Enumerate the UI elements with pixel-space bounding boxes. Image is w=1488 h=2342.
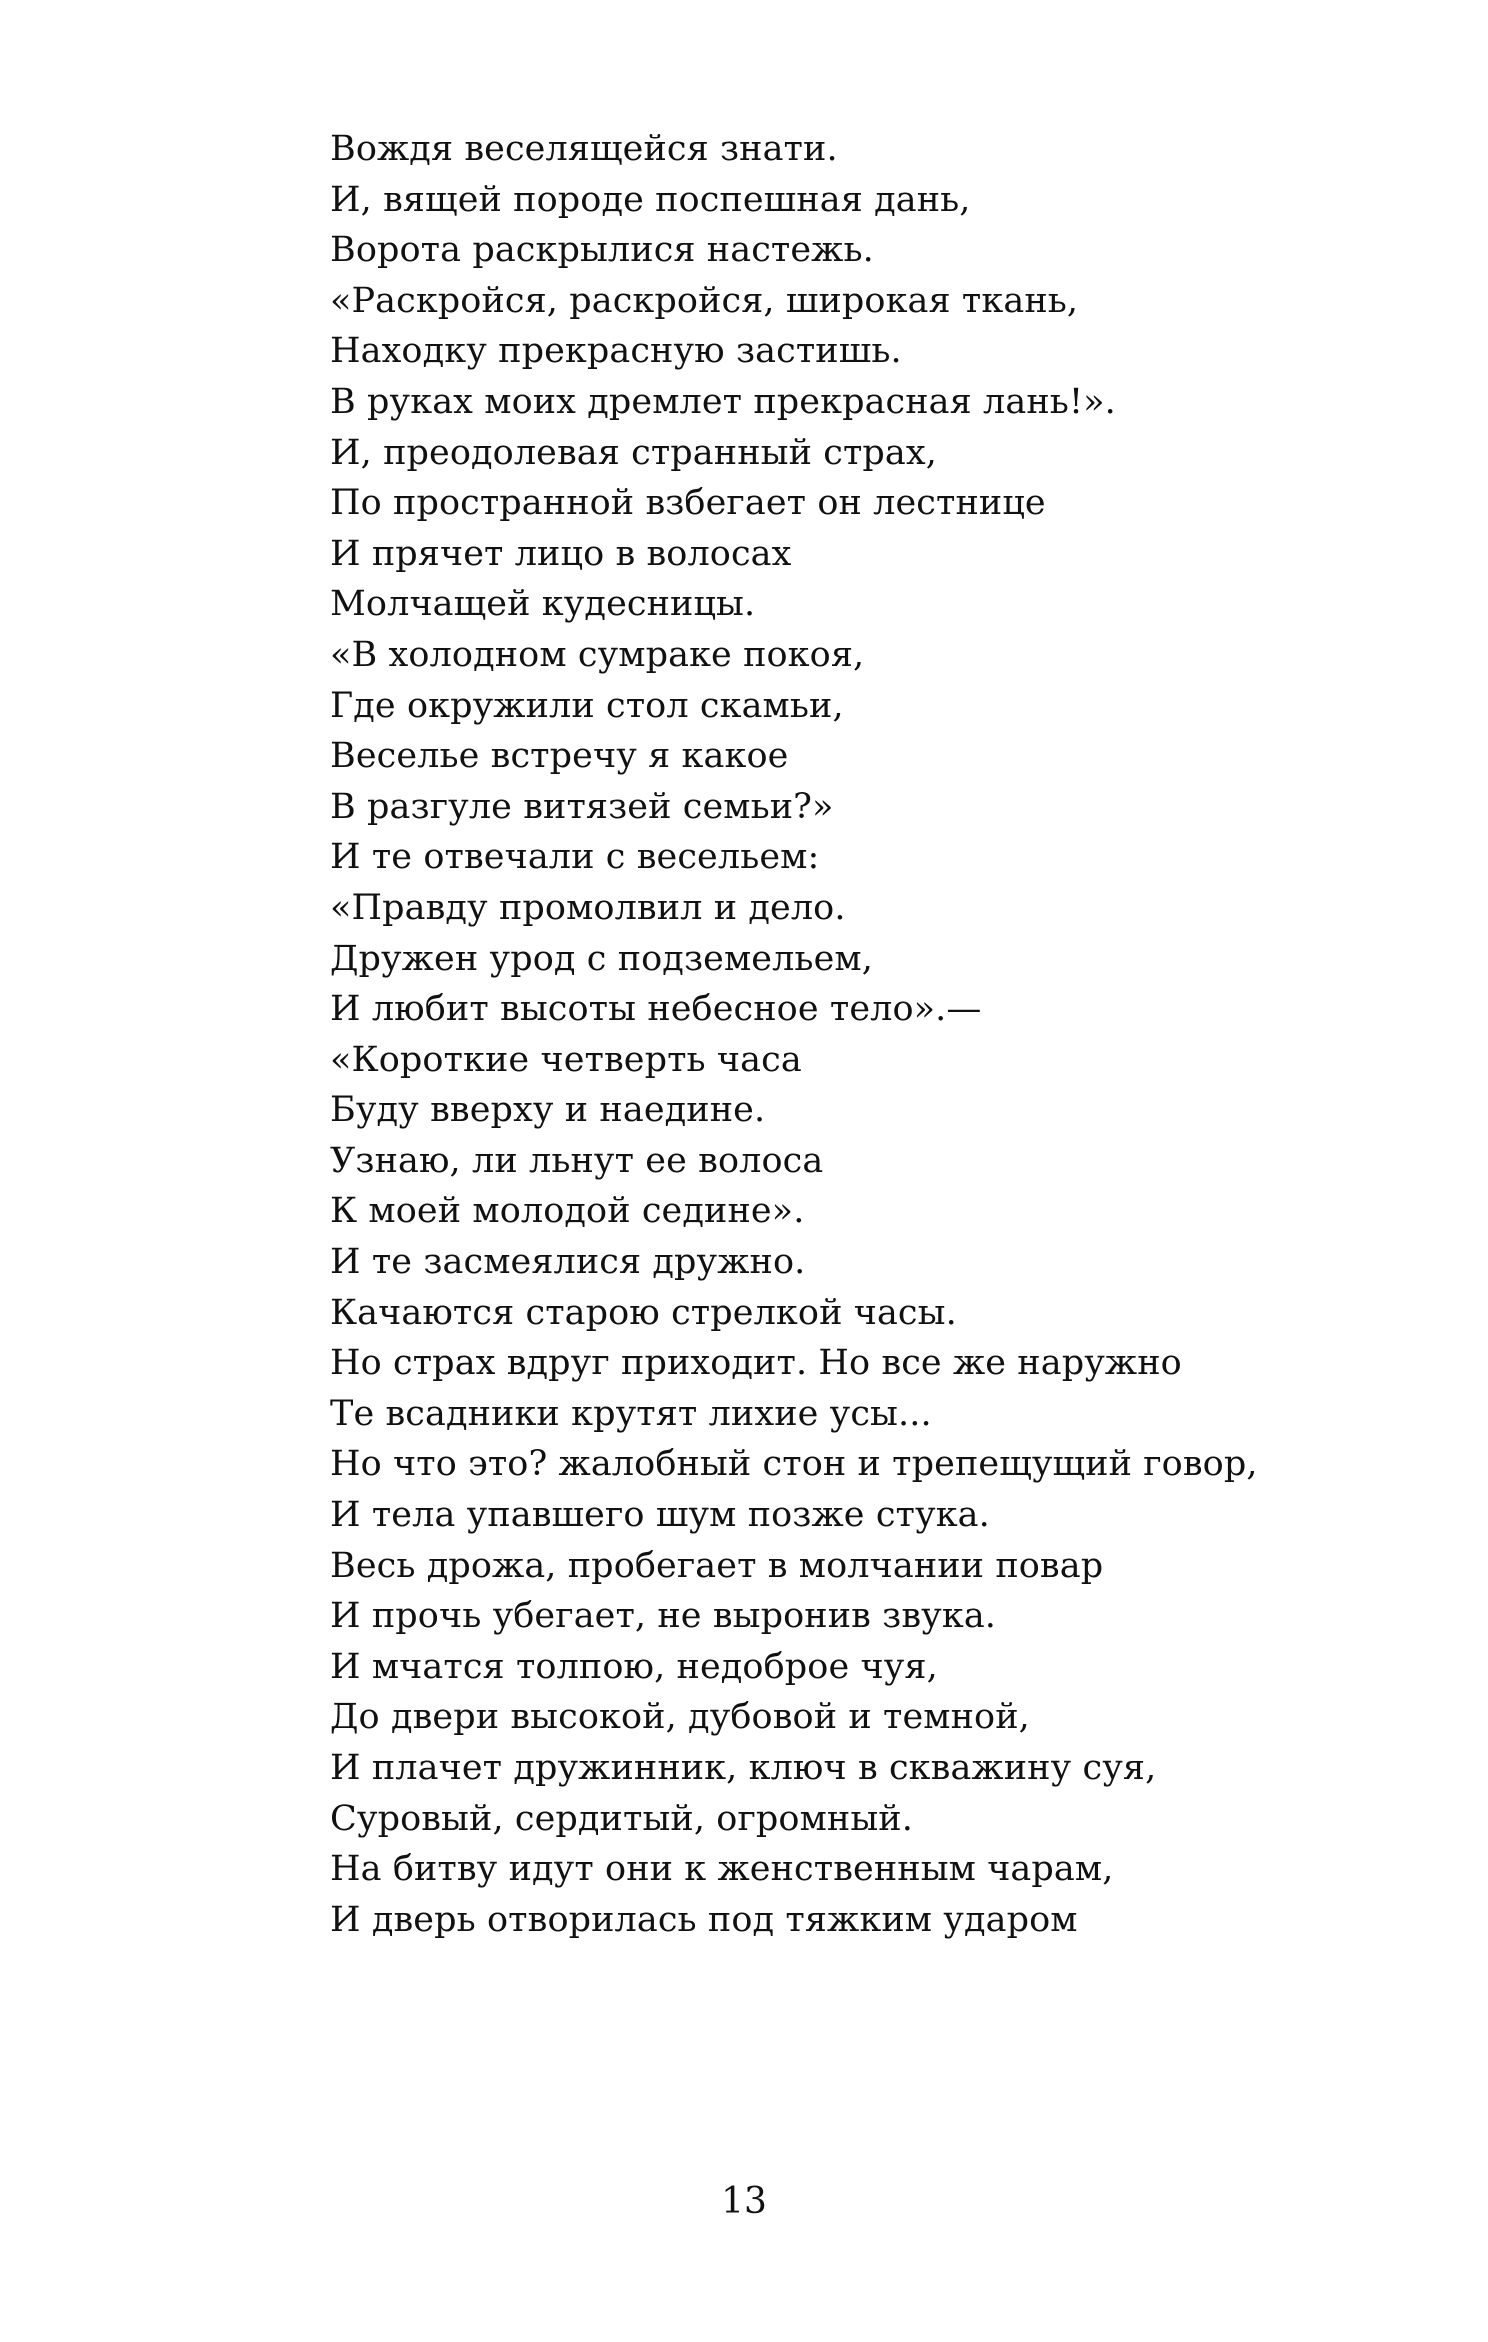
poem-line: Где окружили стол скамьи,	[330, 685, 844, 726]
page-number: 13	[721, 2181, 767, 2222]
poem-line: Дружен урод с подземельем,	[330, 938, 873, 979]
poem-line: Те всадники крутят лихие усы...	[330, 1393, 932, 1434]
poem-line: И те засмеялися дружно.	[330, 1242, 806, 1283]
poem-line: И дверь отворилась под тяжким ударом	[330, 1899, 1078, 1940]
poem-line: В разгуле витязей семьи?»	[330, 786, 834, 827]
poem-line: По пространной взбегает он лестнице	[330, 483, 1046, 524]
poem-line: Суровый, сердитый, огромный.	[330, 1798, 913, 1839]
poem-line: Находку прекрасную застишь.	[330, 331, 902, 372]
poem-line: Ворота раскрылися настежь.	[330, 230, 874, 271]
poem-line: И мчатся толпою, недоброе чуя,	[330, 1646, 938, 1687]
poem-line: И плачет дружинник, ключ в скважину суя,	[330, 1748, 1157, 1788]
poem-line: Весь дрожа, пробегает в молчании повар	[330, 1545, 1104, 1586]
poem-line: Но страх вдруг приходит. Но все же наружно	[330, 1343, 1182, 1384]
poem-line: До двери высокой, дубовой и темной,	[330, 1697, 1030, 1738]
poem-line: Узнаю, ли льнут ее волоса	[330, 1140, 824, 1181]
poem-line: «Правду промолвил и дело.	[330, 887, 846, 928]
poem-line: В руках моих дремлет прекрасная лань!».	[330, 381, 1116, 422]
poem-line: Качаются старою стрелкой часы.	[330, 1292, 957, 1333]
poem-line: К моей молодой седине».	[330, 1191, 805, 1232]
poem-line: Молчащей кудесницы.	[330, 584, 756, 625]
poem-line: И те отвечали с весельем:	[330, 837, 820, 878]
poem-line: На битву идут они к женственным чарам,	[330, 1849, 1114, 1890]
poem-line: И любит высоты небесное тело».—	[330, 989, 982, 1030]
poem-line: И прячет лицо в волосах	[330, 533, 792, 574]
poem-line: И, вящей породе поспешная дань,	[330, 179, 971, 220]
poem-line: Буду вверху и наедине.	[330, 1090, 766, 1131]
poem-text	[330, 124, 1330, 1945]
poem-line: «Раскройся, раскройся, широкая ткань,	[330, 280, 1079, 321]
poem-line: Но что это? жалобный стон и трепещущий говор,	[330, 1444, 1258, 1485]
poem-line: И тела упавшего шум позже стука.	[330, 1495, 990, 1536]
poem-line: Веселье встречу я какое	[330, 736, 789, 777]
poem-line: И, преодолевая странный страх,	[330, 432, 937, 473]
poem-line: И прочь убегает, не выронив звука.	[330, 1596, 997, 1637]
poem-line: «Короткие четверть часа	[330, 1039, 802, 1080]
poem-line: Вождя веселящейся знати.	[330, 129, 838, 169]
poem-line: «В холодном сумраке покоя,	[330, 634, 865, 675]
